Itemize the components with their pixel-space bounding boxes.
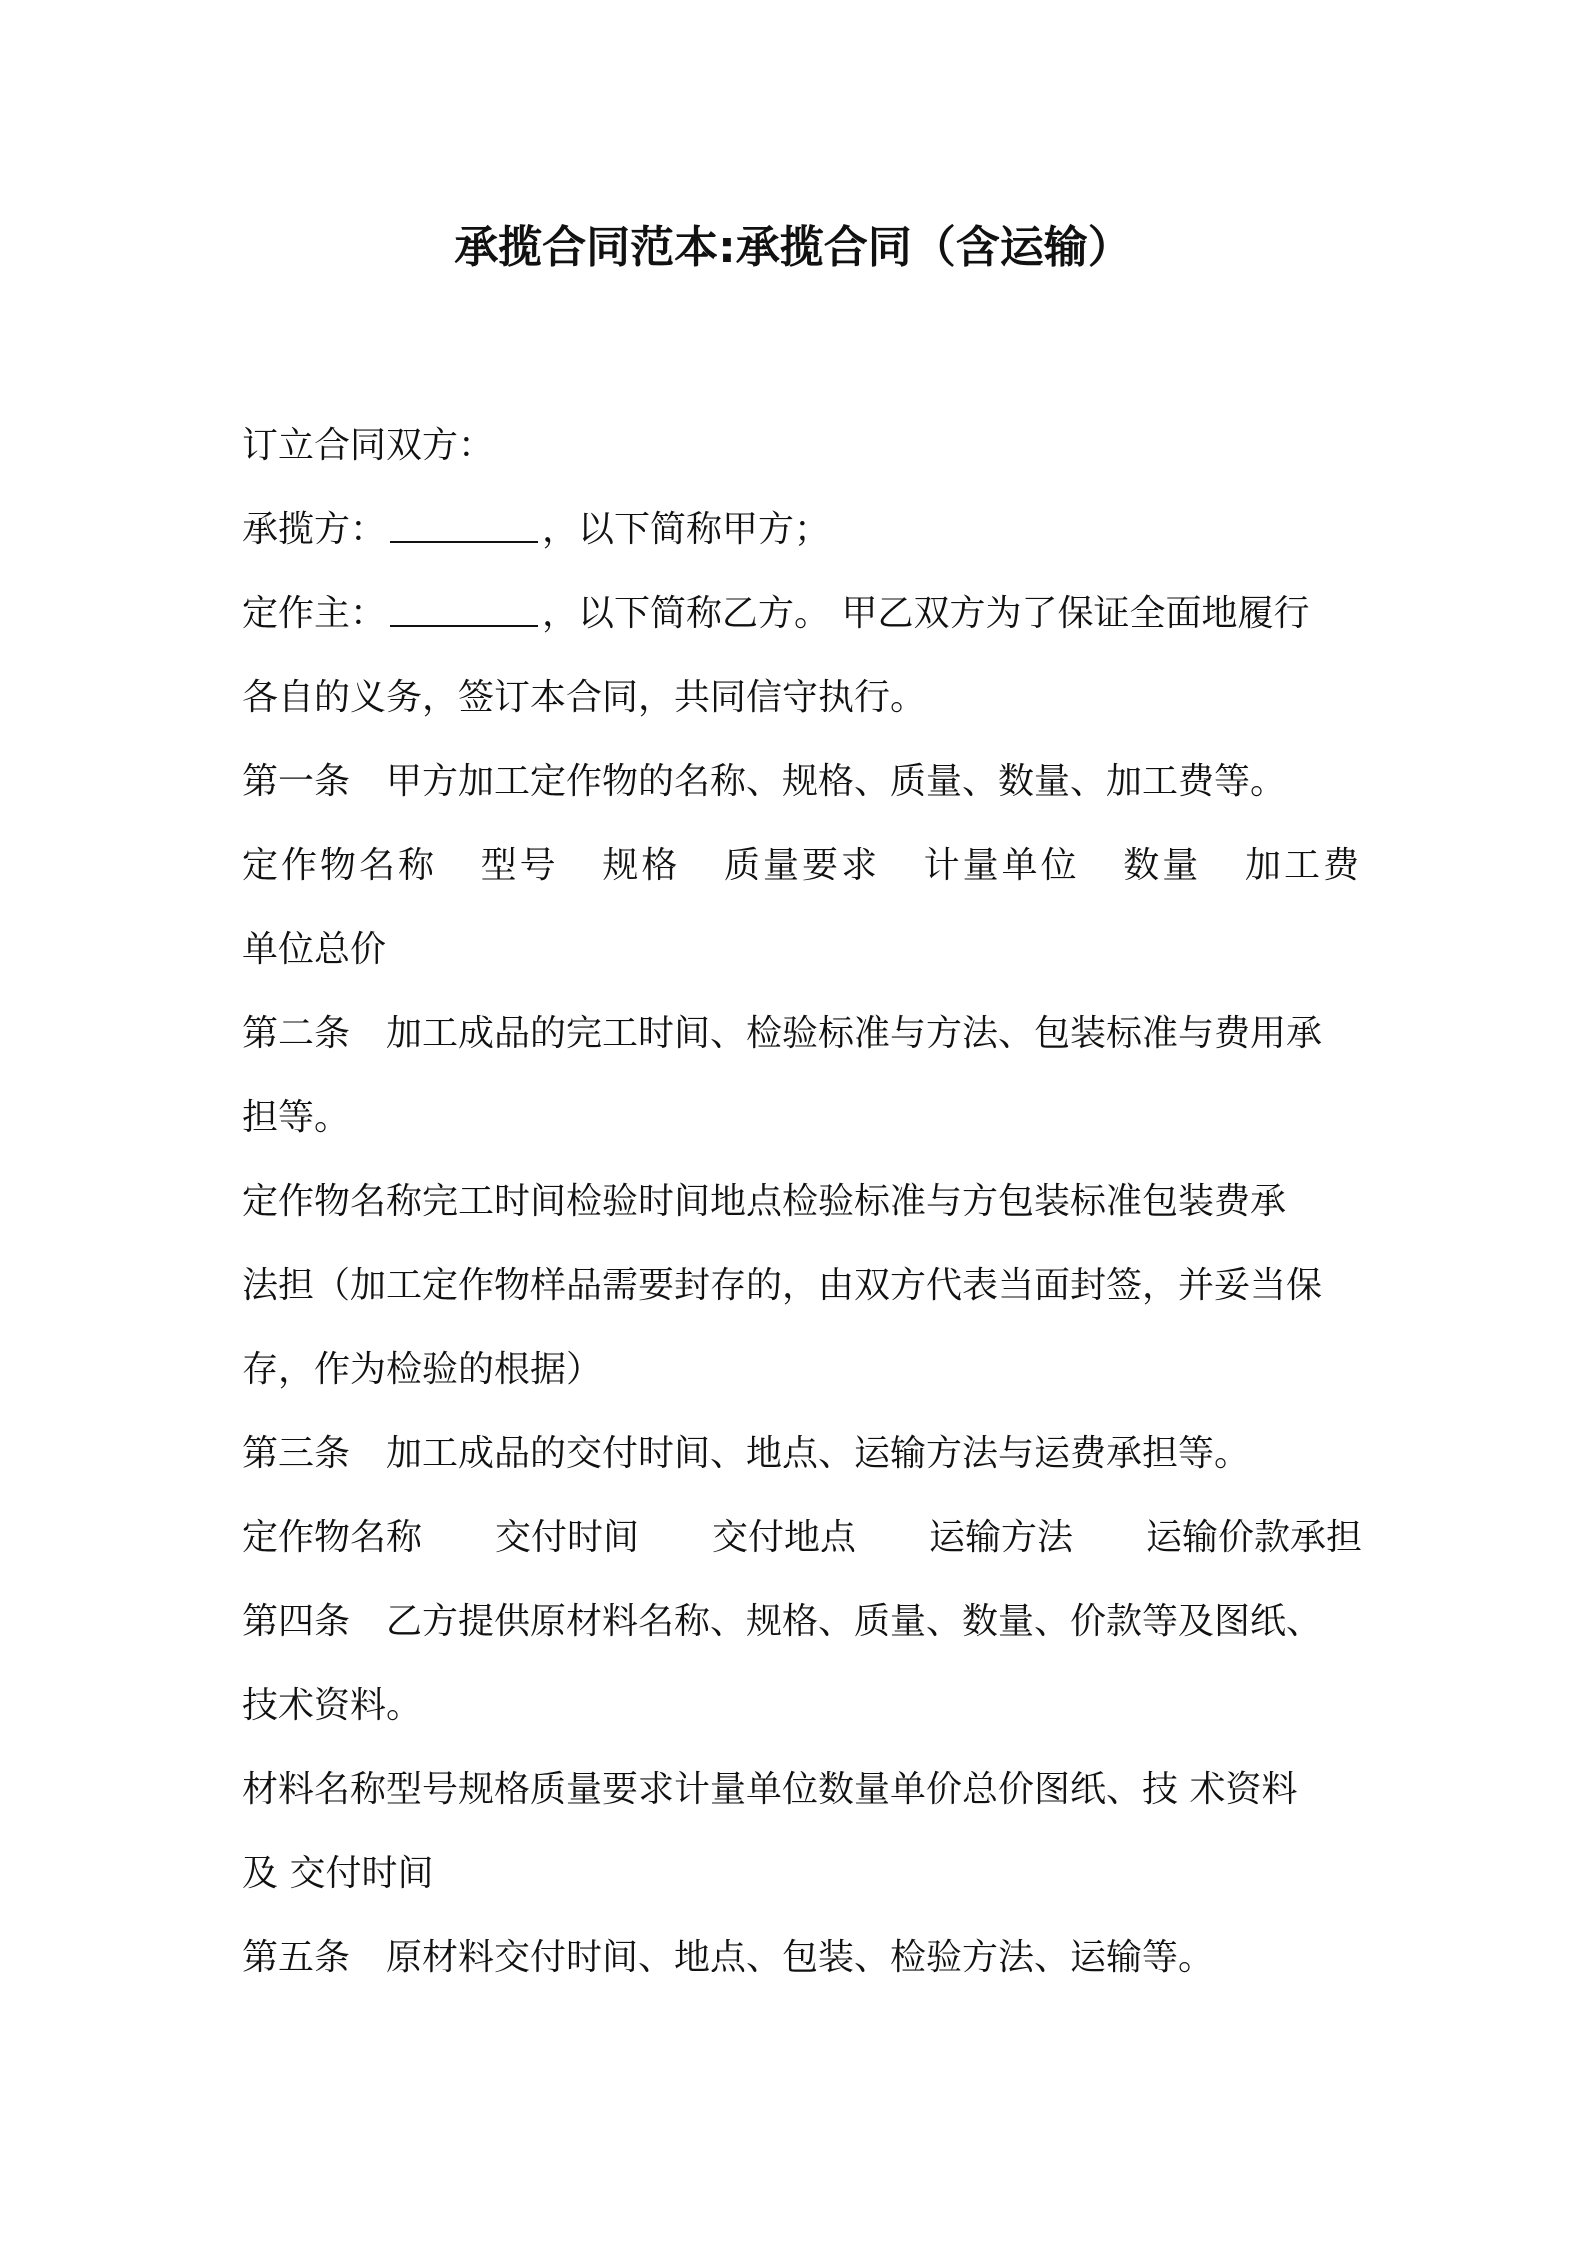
article-4-heading: 第四条 乙方提供原材料名称、规格、质量、数量、价款等及图纸、 bbox=[242, 1601, 1323, 1642]
document-body bbox=[242, 404, 1362, 2000]
table-1-header-continued: 单位总价 bbox=[242, 929, 387, 970]
article-3-heading: 第三条 加工成品的交付时间、地点、运输方法与运费承担等。 bbox=[242, 1433, 1251, 1474]
article-2-heading: 第二条 加工成品的完工时间、检验标准与方法、包装标准与费用承 bbox=[242, 1013, 1323, 1054]
table-3-col-5: 运输价款承担 bbox=[1145, 1517, 1362, 1558]
table-1-col-5: 计量单位 bbox=[923, 845, 1080, 886]
table-3-col-1: 定作物名称 bbox=[242, 1517, 423, 1558]
contractor-label: 承揽方： bbox=[242, 509, 387, 550]
table-1-col-6: 数量 bbox=[1123, 845, 1202, 886]
orderer-line bbox=[242, 572, 1362, 656]
table-1-col-4: 质量要求 bbox=[723, 845, 880, 886]
orderer-label: 定作主： bbox=[242, 593, 387, 634]
table-3-col-3: 交付地点 bbox=[711, 1517, 856, 1558]
table-3-col-2: 交付时间 bbox=[494, 1517, 639, 1558]
article-4-heading-continued: 技术资料。 bbox=[242, 1685, 423, 1726]
orderer-blank bbox=[390, 585, 538, 627]
table-1-header-row bbox=[242, 824, 1362, 908]
article-1-heading: 第一条 甲方加工定作物的名称、规格、质量、数量、加工费等。 bbox=[242, 761, 1287, 802]
contractor-blank bbox=[390, 501, 538, 543]
obligation-line: 各自的义务，签订本合同，共同信守执行。 bbox=[242, 677, 927, 718]
document-title: 承揽合同范本:承揽合同（含运输） bbox=[454, 222, 1132, 273]
table-3-header-row bbox=[242, 1496, 1362, 1580]
table-1-col-2: 型号 bbox=[480, 845, 559, 886]
table-1-col-3: 规格 bbox=[602, 845, 681, 886]
parties-heading: 订立合同双方： bbox=[242, 425, 495, 466]
table-4-header-continued: 及 交付时间 bbox=[242, 1853, 434, 1894]
contractor-suffix: ，以下简称甲方； bbox=[542, 509, 831, 550]
table-2-note: 法担（加工定作物样品需要封存的，由双方代表当面封签，并妥当保 bbox=[242, 1265, 1323, 1306]
table-1-col-1: 定作物名称 bbox=[242, 845, 438, 886]
contractor-line bbox=[242, 488, 1362, 572]
table-2-note-continued: 存，作为检验的根据） bbox=[242, 1349, 603, 1390]
table-2-header-row: 定作物名称完工时间检验时间地点检验标准与方包装标准包装费承 bbox=[242, 1181, 1287, 1222]
table-3-col-4: 运输方法 bbox=[928, 1517, 1073, 1558]
table-4-header-row: 材料名称型号规格质量要求计量单位数量单价总价图纸、技 术资料 bbox=[242, 1769, 1298, 1810]
article-2-heading-continued: 担等。 bbox=[242, 1097, 351, 1138]
article-5-heading: 第五条 原材料交付时间、地点、包装、检验方法、运输等。 bbox=[242, 1937, 1215, 1978]
orderer-suffix: ，以下简称乙方。 甲乙双方为了保证全面地履行 bbox=[542, 593, 1310, 634]
table-1-col-7: 加工费 bbox=[1244, 845, 1362, 886]
